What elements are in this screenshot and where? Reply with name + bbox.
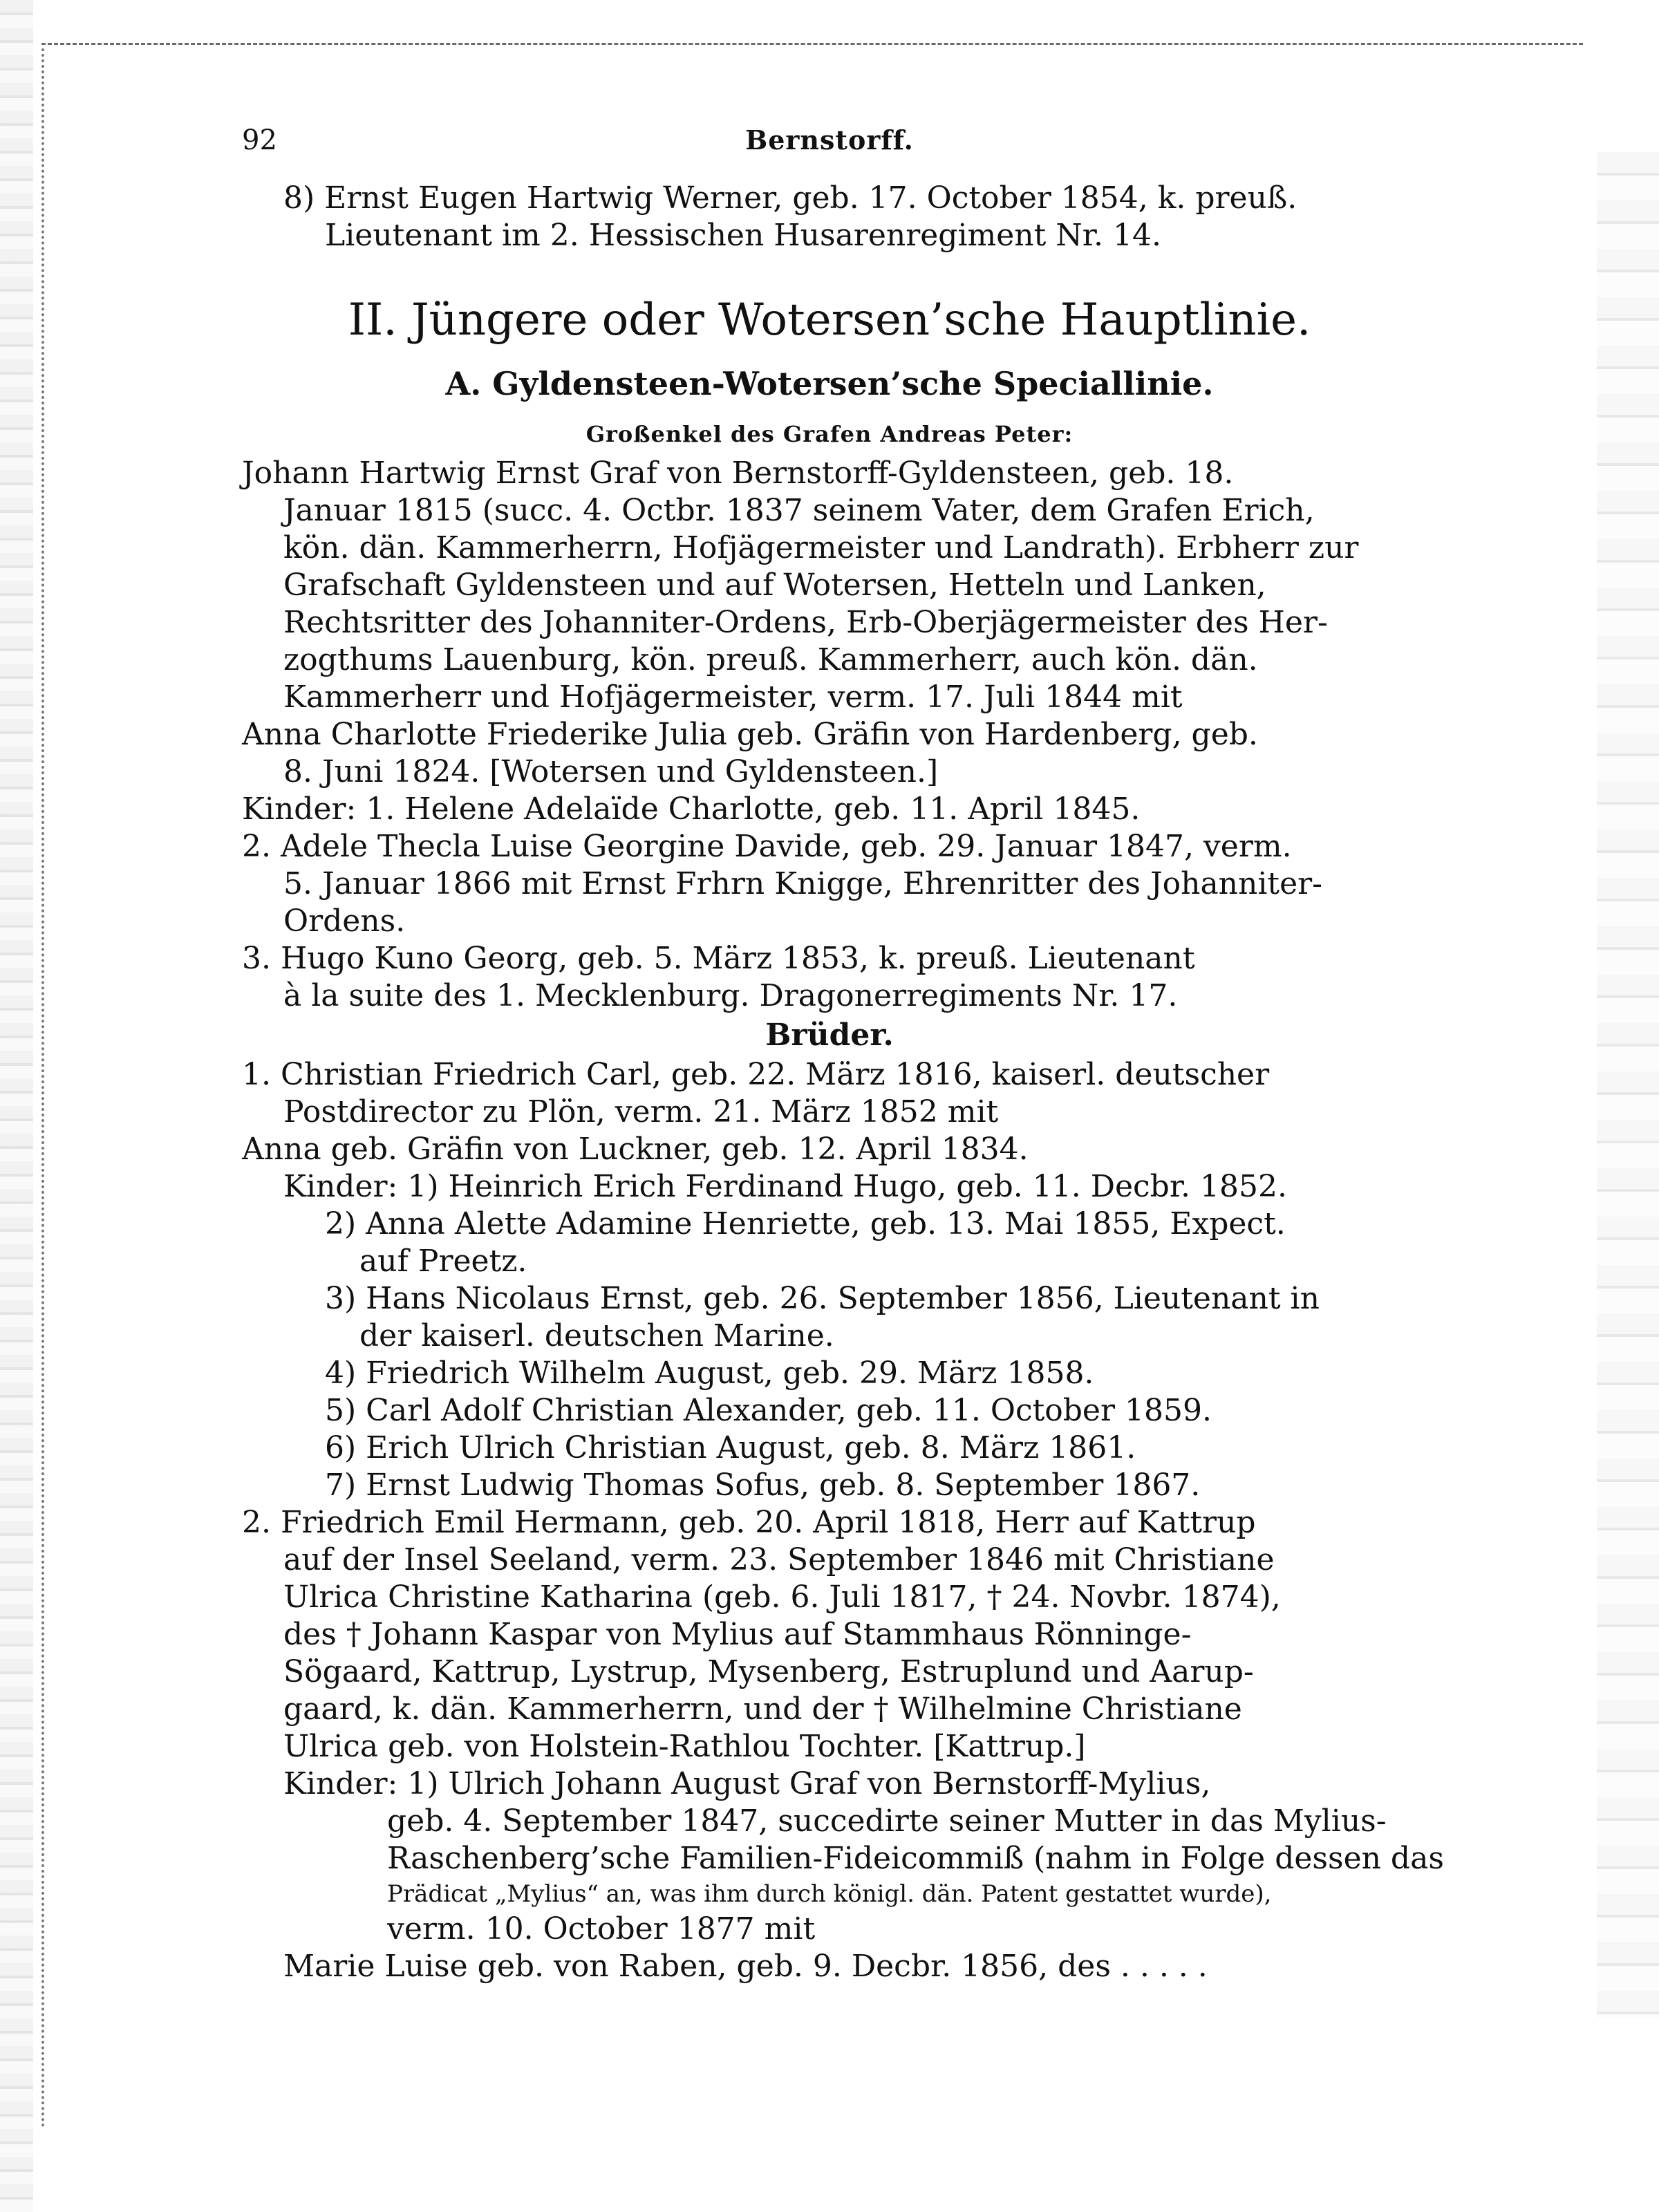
text-line: geb. 4. September 1847, succedirte seiner Mutter in das Mylius- (387, 1803, 1387, 1839)
text-line: kön. dän. Kammerherrn, Hofjägermeister und Landrath). Erbherr zur (283, 530, 1359, 565)
text-line: zogthums Lauenburg, kön. preuß. Kammerherr, auch kön. dän. (283, 642, 1258, 677)
text-line: des † Johann Kaspar von Mylius auf Stammhaus Rönninge- (283, 1617, 1192, 1652)
text-line: Kinder: 1) Heinrich Erich Ferdinand Hugo, geb. 11. Decbr. 1852. (283, 1169, 1287, 1204)
text-line: 6) Erich Ulrich Christian August, geb. 8. März 1861. (325, 1430, 1136, 1465)
text-line: à la suite des 1. Mecklenburg. Dragonerregiments Nr. 17. (283, 978, 1178, 1013)
text-line: Lieutenant im 2. Hessischen Husarenregiment Nr. 14. (325, 218, 1161, 253)
text-line: Rechtsritter des Johanniter-Ordens, Erb-Oberjägermeister des Her- (283, 605, 1328, 640)
text-line: 3) Hans Nicolaus Ernst, geb. 26. September 1856, Lieutenant in (325, 1281, 1320, 1316)
section-title: II. Jüngere oder Wotersen’sche Hauptlinie. (348, 294, 1311, 346)
text-line: Raschenberg’sche Familien-Fideicommiß (nahm in Folge dessen das (387, 1841, 1444, 1876)
text-line: 2. Friedrich Emil Hermann, geb. 20. April 1818, Herr auf Kattrup (242, 1505, 1256, 1540)
text-line: Postdirector zu Plön, verm. 21. März 1852 mit (283, 1094, 999, 1130)
text-line: 5) Carl Adolf Christian Alexander, geb. 11. October 1859. (325, 1393, 1212, 1428)
text-line: 1. Christian Friedrich Carl, geb. 22. März 1816, kaiserl. deutscher (242, 1057, 1270, 1092)
scan-top-border (41, 43, 1583, 45)
scan-right-edge (1597, 152, 1659, 2018)
text-line: Ordens. (283, 903, 406, 939)
text-line: auf Preetz. (359, 1244, 527, 1279)
subsection-title: A. Gyldensteen-Wotersen’sche Speciallinie. (445, 365, 1214, 402)
text-line: 5. Januar 1866 mit Ernst Frhrn Knigge, Ehrenritter des Johanniter- (283, 866, 1323, 901)
text-line: 2. Adele Thecla Luise Georgine Davide, geb. 29. Januar 1847, verm. (242, 829, 1292, 864)
text-line: Ulrica Christine Katharina (geb. 6. Juli 1817, † 24. Novbr. 1874), (283, 1580, 1281, 1615)
text-line: Marie Luise geb. von Raben, geb. 9. Decbr. 1856, des . . . . . (283, 1949, 1208, 1984)
text-line: Kinder: 1) Ulrich Johann August Graf von Bernstorff-Mylius, (283, 1766, 1211, 1801)
text-line: Kinder: 1. Helene Adelaïde Charlotte, geb. 11. April 1845. (242, 791, 1141, 827)
text-line: 7) Ernst Ludwig Thomas Sofus, geb. 8. September 1867. (325, 1468, 1201, 1503)
text-line: verm. 10. October 1877 mit (387, 1911, 816, 1947)
text-line: 4) Friedrich Wilhelm August, geb. 29. März 1858. (325, 1356, 1094, 1391)
text-line: Januar 1815 (succ. 4. Octbr. 1837 seinem Vater, dem Grafen Erich, (283, 493, 1315, 528)
text-line: auf der Insel Seeland, verm. 23. September 1846 mit Christiane (283, 1542, 1275, 1577)
text-line: Sögaard, Kattrup, Lystrup, Mysenberg, Estruplund und Aarup- (283, 1654, 1254, 1689)
text-line: 2) Anna Alette Adamine Henriette, geb. 13. Mai 1855, Expect. (325, 1206, 1286, 1241)
text-line: Prädicat „Mylius“ an, was ihm durch königl. dän. Patent gestattet wurde), (387, 1880, 1272, 1908)
brothers-heading: Brüder. (765, 1018, 894, 1053)
text-line: Anna geb. Gräfin von Luckner, geb. 12. April 1834. (242, 1132, 1029, 1167)
text-line: gaard, k. dän. Kammerherrn, und der † Wilhelmine Christiane (283, 1691, 1242, 1727)
text-line: der kaiserl. deutschen Marine. (359, 1318, 834, 1353)
running-head: Bernstorff. (745, 124, 914, 156)
scan-left-edge (0, 0, 33, 2212)
page-content (242, 124, 1444, 1985)
text-line: Anna Charlotte Friederike Julia geb. Gräfin von Hardenberg, geb. (242, 717, 1258, 752)
text-line: Kammerherr und Hofjägermeister, verm. 17. Juli 1844 mit (283, 679, 1183, 715)
page-number: 92 (242, 124, 277, 156)
text-line: Ulrica geb. von Holstein-Rathlou Tochter. [Kattrup.] (283, 1729, 1086, 1764)
text-line: Johann Hartwig Ernst Graf von Bernstorff-Gyldensteen, geb. 18. (242, 456, 1234, 491)
scan-left-border (41, 48, 44, 2129)
text-line: 3. Hugo Kuno Georg, geb. 5. März 1853, k. preuß. Lieutenant (242, 941, 1195, 976)
page-header (242, 124, 1417, 180)
text-line: 8) Ernst Eugen Hartwig Werner, geb. 17. October 1854, k. preuß. (283, 180, 1297, 216)
text-line: Grafschaft Gyldensteen und auf Wotersen, Hetteln und Lanken, (283, 568, 1266, 603)
text-line: 8. Juni 1824. [Wotersen und Gyldensteen.] (283, 754, 939, 789)
ancestor-heading: Großenkel des Grafen Andreas Peter: (585, 421, 1074, 447)
